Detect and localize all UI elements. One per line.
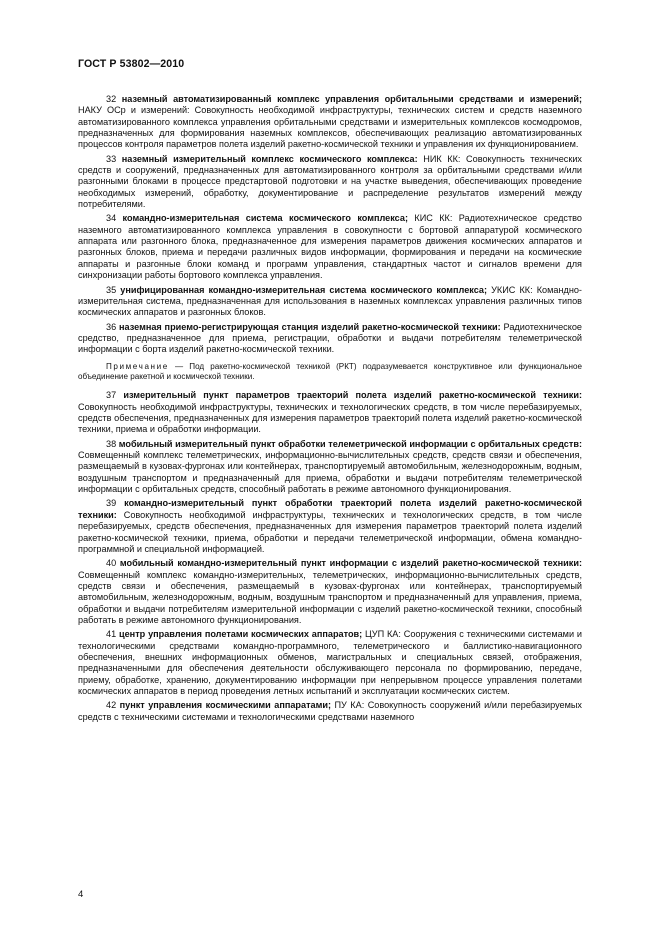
entry-39 bbox=[78, 498, 582, 555]
entry-number: 39 bbox=[106, 498, 117, 509]
entry-number: 35 bbox=[106, 284, 117, 295]
entry-32 bbox=[78, 94, 582, 151]
entry-number: 40 bbox=[106, 558, 117, 569]
entry-definition: УКИС КК: Командно-измерительная система, предназначенная для использования в наземных комплексах управления различных типов космических аппаратов и разгонных блоков. bbox=[78, 284, 582, 318]
entry-number: 41 bbox=[106, 629, 117, 640]
entry-term: центр управления полетами космических аппаратов; bbox=[119, 629, 363, 640]
entry-term: мобильный командно-измерительный пункт информации с изделий ракетно-космической техники: bbox=[119, 558, 582, 569]
entry-36 bbox=[78, 322, 582, 356]
entry-number: 36 bbox=[106, 321, 117, 332]
entry-definition: НАКУ ОСр и измерений: Совокупность необходимой инфраструктуры, технических систем и средств наземного автоматизированного комплекса управления орбитальными средствами и измерительных комплексов космодромов, предназначенных для формирования наземных комплексов, обеспечивающих реализацию автоматизированных процессов контроля параметров полета изделий ракетно-космической техники и управления их функционированием. bbox=[78, 105, 582, 150]
entry-term: пункт управления космическими аппаратами; bbox=[119, 700, 332, 711]
entry-34 bbox=[78, 213, 582, 281]
entry-number: 34 bbox=[106, 213, 117, 224]
entry-term: наземная приемо-регистрирующая станция изделий ракетно-космической техники: bbox=[119, 321, 501, 332]
entry-40 bbox=[78, 558, 582, 626]
entry-37 bbox=[78, 390, 582, 435]
entry-term: измерительный пункт параметров траекторий полета изделий ракетно-космической техники: bbox=[123, 390, 582, 401]
entry-term: унифицированная командно-измерительная система космического комплекса; bbox=[120, 284, 488, 295]
entry-41 bbox=[78, 629, 582, 697]
entry-term: мобильный измерительный пункт обработки телеметрической информации с орбитальных средств: bbox=[118, 438, 582, 449]
entry-38 bbox=[78, 439, 582, 496]
entry-term: командно-измерительная система космического комплекса; bbox=[122, 213, 408, 224]
entry-number: 38 bbox=[106, 438, 117, 449]
entry-term: наземный измерительный комплекс космического комплекса: bbox=[121, 153, 418, 164]
entry-term: наземный автоматизированный комплекс управления орбитальными средствами и измерений; bbox=[121, 94, 582, 104]
entry-definition: Совокупность необходимой инфраструктуры, технических и технологических средств, в том числе перебазируемых, средств обеспечения, предназначенных для измерения параметров траекторий полета изделий ракетно-космической техники, приема и обработки информации. bbox=[78, 401, 582, 435]
entry-term: командно-измерительный пункт обработки траекторий полета изделий ракетно-космической техники: bbox=[78, 498, 582, 520]
entry-definition: Совокупность необходимой инфраструктуры, технических и технологических средств, в том числе перебазируемых, средств обеспечения, предназначенных для измерения параметров траекторий полета изделий ракетно-космической техники, приема, обработки и передачи телеметрической информации, обмена командно-программной и специальной информацией. bbox=[78, 509, 582, 554]
note-text: — Под ракетно-космической техникой (РКТ) подразумевается конструктивное или функциональное объединение ракетной и космической техники. bbox=[78, 361, 582, 381]
entry-definition: Радиотехническое средство, предназначенное для приема, регистрации, обработки и выдачи потребителям телеметрической информации с борта изделий ракетно-космической техники. bbox=[78, 321, 582, 355]
entry-definition: КИС КК: Радиотехническое средство наземного автоматизированного комплекса управления в совокупности с бортовой аппаратурой космического аппарата или разгонного блока, предназначенное для измерения параметров движения космических аппаратов и разгонных блоков, приема и передачи различных видов информации, формирования и передачи на космические аппараты и разгонные блоки команд и программ управления, стандартных частот и сигналов времени для синхронизации работы бортового комплекса управления. bbox=[78, 213, 582, 281]
entry-35 bbox=[78, 285, 582, 319]
entry-33 bbox=[78, 154, 582, 211]
entry-definition: НИК КК: Совокупность технических средств и сооружений, предназначенных для автоматизированного контроля за орбитальными средствами и/или разгонными блоками в процессе предстартовой подготовки и на участке выведения, обеспечивающих проведение необходимых измерений, обработку, документирование и распределение результатов измерений между потребителями. bbox=[78, 153, 582, 210]
entry-number: 42 bbox=[106, 700, 117, 711]
page-number: 4 bbox=[78, 889, 84, 900]
entry-number: 33 bbox=[106, 153, 117, 164]
note-label: Примечание bbox=[106, 361, 169, 371]
entry-number: 32 bbox=[106, 94, 117, 104]
entry-definition: ЦУП КА: Сооружения с техническими системами и технологическими средствами командно-программного, телеметрического и баллистико-навигационного обеспечения, внешних информационных обменов, магистральных и специальных связей, отображения, предназначенными для обеспечения деятельности обслуживающего персонала по формированию, передаче, приему, обработке, хранению, документированию информации при непрерывном процессе управления полетами космических аппаратов в период проведения летных испытаний и эксплуатации космических систем. bbox=[78, 629, 582, 696]
entry-number: 37 bbox=[106, 390, 117, 401]
entry-42 bbox=[78, 700, 582, 723]
document-body bbox=[78, 94, 582, 723]
note bbox=[78, 362, 582, 383]
document-header: ГОСТ Р 53802—2010 bbox=[78, 58, 185, 70]
entry-definition: Совмещенный комплекс командно-измерительных, телеметрических, информационно-вычислительных средств, средств связи и обеспечения, размещаемый в кузовах-фургонах или контейнерах, транспортируемый автомобильным, железнодорожным, водным, воздушным транспортом и предназначенный для управления, приема, обработки и выдачи потребителям измерительной информации с изделий ракетно-космической техники, способный работать в режиме автономного функционирования. bbox=[78, 569, 582, 625]
entry-definition: Совмещенный комплекс телеметрических, информационно-вычислительных средств, средств связи и обеспечения, размещаемый в кузовах-фургонах или контейнерах, транспортируемый автомобильным, железнодорожным, водным, воздушным транспортом и предназначенный для приема, обработки и выдачи потребителям телеметрической информации с орбитальных средств, способный работать в режиме автономного функционирования. bbox=[78, 450, 582, 495]
entry-definition: ПУ КА: Совокупность сооружений и/или перебазируемых средств с техническими системами и технологическими средствами наземного bbox=[78, 700, 582, 722]
